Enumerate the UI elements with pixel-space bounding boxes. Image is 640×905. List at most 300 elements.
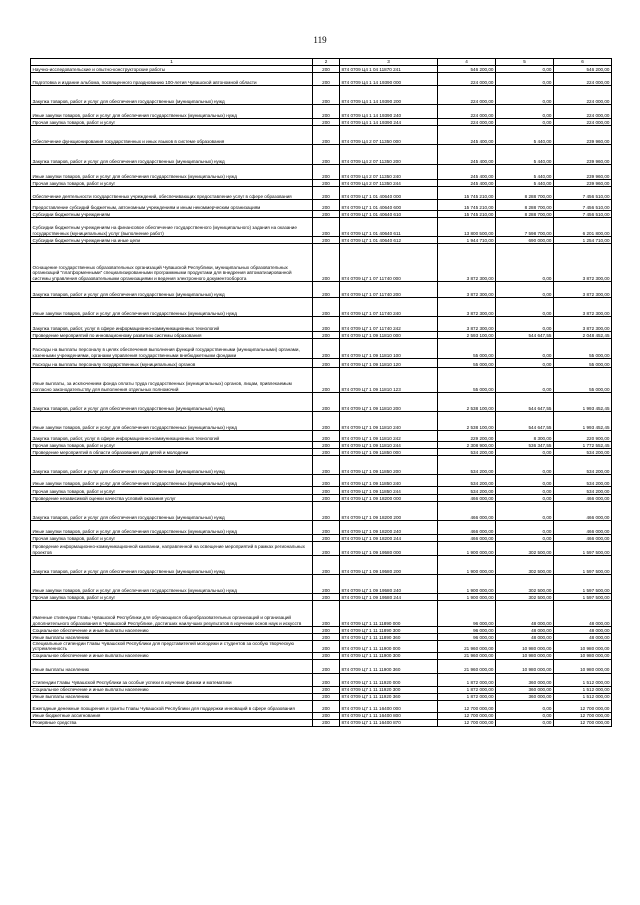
row-value-5: 0,00	[496, 73, 554, 86]
row-code: 874 0709 Ц4 2 07 11350 244	[340, 180, 438, 187]
row-value-5: 0,00	[496, 317, 554, 332]
row-name: Социальное обеспечение и иные выплаты населению	[31, 652, 313, 659]
row-name: Закупка товаров, работ и услуг для обеспечения государственных (муниципальных) нужд	[31, 393, 313, 412]
row-value-6: 239 960,00	[554, 180, 612, 187]
row-value-5: 0,00	[496, 282, 554, 298]
row-value-5: 48 000,00	[496, 601, 554, 627]
row-value-6: 2 048 452,45	[554, 332, 612, 339]
row-code: 874 0709 Ц7 1 09 18200 240	[340, 521, 438, 535]
row-value-4: 3 872 300,00	[438, 244, 496, 282]
table-row	[31, 652, 612, 659]
row-value-5: 360 000,00	[496, 673, 554, 686]
row-name: Научно-исследовательские и опытно-конструкторские работы	[31, 66, 313, 73]
row-value-6: 534 200,00	[554, 487, 612, 495]
row-col2: 200	[313, 145, 340, 165]
row-name: Закупка товаров, работ и услуг для обеспечения государственных (муниципальных) нужд	[31, 86, 313, 105]
row-value-4: 245 400,00	[438, 126, 496, 145]
row-value-5: 5 440,00	[496, 180, 554, 187]
row-code: 874 0709 Ц7 1 11 11920 300	[340, 686, 438, 693]
row-value-5: 48 000,00	[496, 627, 554, 634]
table-row	[31, 712, 612, 719]
row-value-5: 0,00	[496, 456, 554, 475]
row-code: 874 0709 Ц7 1 09 19580 240	[340, 575, 438, 594]
row-value-4: 1 872 000,00	[438, 693, 496, 700]
row-value-4: 1 872 000,00	[438, 686, 496, 693]
row-value-6: 466 000,00	[554, 535, 612, 542]
row-value-5: 7 598 700,00	[496, 218, 554, 237]
row-code: 874 0709 Ц7 1 09 11850 000	[340, 449, 438, 456]
table-row	[31, 449, 612, 456]
row-name: Прочая закупка товаров, работ и услуг	[31, 594, 313, 601]
row-col2: 200	[313, 218, 340, 237]
table-row	[31, 359, 612, 368]
table-row	[31, 165, 612, 180]
row-col2: 200	[313, 237, 340, 244]
row-value-4: 466 000,00	[438, 502, 496, 521]
row-value-6: 3 872 300,00	[554, 298, 612, 317]
row-value-5: 0,00	[496, 495, 554, 502]
row-name: Прочая закупка товаров, работ и услуг	[31, 442, 313, 449]
row-value-5: 10 980 000,00	[496, 652, 554, 659]
row-value-5: 302 500,00	[496, 556, 554, 575]
row-value-6: 534 200,00	[554, 449, 612, 456]
row-col2: 200	[313, 244, 340, 282]
row-name: Обеспечение функционирования государственных и иных языков в системе образования	[31, 126, 313, 145]
row-col2: 200	[313, 442, 340, 449]
row-code: 874 0709 Ц7 1 09 18200 000	[340, 495, 438, 502]
row-value-6: 48 000,00	[554, 627, 612, 634]
table-row	[31, 456, 612, 475]
table-row	[31, 487, 612, 495]
row-name: Иные выплаты, за исключением фонда оплаты труда государственных (муниципальных) органов, лицам, привлекаемым согласно законодательству для выполнения отдельных полномочий	[31, 368, 313, 393]
row-value-4: 466 000,00	[438, 495, 496, 502]
table-row	[31, 634, 612, 641]
row-name: Прочая закупка товаров, работ и услуг	[31, 535, 313, 542]
row-code: 874 0709 Ц7 1 11 16400 870	[340, 719, 438, 726]
row-col2: 200	[313, 200, 340, 211]
row-value-5: 360 000,00	[496, 693, 554, 700]
row-value-4: 1 900 000,00	[438, 575, 496, 594]
row-code: 874 0709 Ц7 1 11 11890 000	[340, 601, 438, 627]
row-value-6: 534 200,00	[554, 456, 612, 475]
row-name: Иные закупки товаров, работ и услуг для обеспечения государственных (муниципальных) нужд	[31, 298, 313, 317]
row-value-5: 0,00	[496, 105, 554, 119]
row-value-5: 0,00	[496, 719, 554, 726]
row-value-6: 1 597 500,00	[554, 542, 612, 556]
row-name: Субсидии бюджетным учреждениям на иные цели	[31, 237, 313, 244]
table-row	[31, 368, 612, 393]
row-col2: 200	[313, 73, 340, 86]
row-name: Закупка товаров, работ и услуг для обеспечения государственных (муниципальных) нужд	[31, 282, 313, 298]
row-value-6: 224 000,00	[554, 105, 612, 119]
row-value-5: 0,00	[496, 359, 554, 368]
table-row	[31, 627, 612, 634]
table-row	[31, 475, 612, 487]
row-value-5: 0,00	[496, 244, 554, 282]
row-value-4: 534 200,00	[438, 456, 496, 475]
row-col2: 200	[313, 86, 340, 105]
row-col2: 200	[313, 594, 340, 601]
table-row	[31, 119, 612, 126]
row-code: 874 0709 Ц7 1 09 11810 120	[340, 359, 438, 368]
row-value-6: 1 512 000,00	[554, 686, 612, 693]
row-name: Подготовка и издание альбома, посвященного празднованию 100-летия Чувашской автономной области	[31, 73, 313, 86]
row-name: Закупка товаров, работ и услуг для обеспечения государственных (муниципальных) нужд	[31, 456, 313, 475]
row-value-4: 13 800 500,00	[438, 218, 496, 237]
row-code: 874 0709 Ц4 1 14 19390 000	[340, 73, 438, 86]
row-name: Иные бюджетные ассигнования	[31, 712, 313, 719]
header-col-6: 6	[554, 59, 612, 66]
row-value-4: 15 745 210,00	[438, 200, 496, 211]
table-row	[31, 126, 612, 145]
row-value-6: 1 993 452,45	[554, 393, 612, 412]
row-value-5: 5 440,00	[496, 145, 554, 165]
table-row	[31, 244, 612, 282]
row-value-4: 12 700 000,00	[438, 719, 496, 726]
row-name: Ежегодные денежные поощрения и гранты Главы Чувашской Республики для поддержки инноваций в сфере образования	[31, 700, 313, 712]
row-value-6: 239 960,00	[554, 165, 612, 180]
row-value-4: 229 200,00	[438, 431, 496, 442]
row-value-4: 534 200,00	[438, 449, 496, 456]
row-name: Проведение независимой оценки качества условий оказания услуг	[31, 495, 313, 502]
table-row	[31, 66, 612, 73]
row-value-4: 466 000,00	[438, 535, 496, 542]
page-number: 119	[313, 35, 327, 45]
row-value-5: 0,00	[496, 119, 554, 126]
row-value-6: 3 872 300,00	[554, 282, 612, 298]
table-row	[31, 393, 612, 412]
row-name: Закупка товаров, работ и услуг для обеспечения государственных (муниципальных) нужд	[31, 556, 313, 575]
row-value-5: 536 347,55	[496, 442, 554, 449]
row-value-5: 0,00	[496, 700, 554, 712]
row-name: Закупка товаров, работ и услуг для обеспечения государственных (муниципальных) нужд	[31, 502, 313, 521]
row-code: 874 0709 Ц7 1 09 11850 200	[340, 456, 438, 475]
table-row	[31, 332, 612, 339]
row-code: 874 0709 Ц7 1 09 11810 000	[340, 332, 438, 339]
row-code: 874 0709 Ц7 1 11 16400 800	[340, 712, 438, 719]
table-row	[31, 339, 612, 359]
header-col-1: 1	[31, 59, 313, 66]
row-code: 874 0709 Ц7 1 01 40640 610	[340, 211, 438, 218]
row-col2: 200	[313, 542, 340, 556]
table-row	[31, 641, 612, 653]
row-col2: 200	[313, 412, 340, 431]
row-code: 874 0709 Ц4 1 04 11870 241	[340, 66, 438, 73]
row-col2: 200	[313, 575, 340, 594]
table-row	[31, 673, 612, 686]
row-value-5: 0,00	[496, 521, 554, 535]
row-value-6: 3 872 300,00	[554, 244, 612, 282]
row-code: 874 0709 Ц7 1 01 40640 612	[340, 237, 438, 244]
row-value-6: 224 000,00	[554, 86, 612, 105]
row-value-4: 15 745 210,00	[438, 187, 496, 200]
header-col-4: 4	[438, 59, 496, 66]
row-value-5: 10 980 000,00	[496, 641, 554, 653]
table-row	[31, 575, 612, 594]
row-value-5: 0,00	[496, 449, 554, 456]
table-row	[31, 659, 612, 673]
table-row	[31, 412, 612, 431]
table-row	[31, 298, 612, 317]
table-header	[31, 59, 612, 66]
row-name: Обеспечение деятельности государственных учреждений, обеспечивающих предоставление услуг в сфере образования	[31, 187, 313, 200]
row-name: Проведение мероприятий в области образования для детей и молодежи	[31, 449, 313, 456]
row-col2: 200	[313, 368, 340, 393]
row-value-6: 1 597 500,00	[554, 594, 612, 601]
table-row	[31, 218, 612, 237]
table-row	[31, 180, 612, 187]
row-name: Иные закупки товаров, работ и услуг для обеспечения государственных (муниципальных) нужд	[31, 165, 313, 180]
table-row	[31, 535, 612, 542]
row-name: Специальные стипендии Главы Чувашской Республики для представителей молодежи и студентов за особую творческую устремленность	[31, 641, 313, 653]
row-value-6: 239 960,00	[554, 126, 612, 145]
table-row	[31, 686, 612, 693]
header-col-5: 5	[496, 59, 554, 66]
row-col2: 200	[313, 431, 340, 442]
row-col2: 200	[313, 693, 340, 700]
row-code: 874 0709 Ц7 1 07 11740 000	[340, 244, 438, 282]
row-value-5: 0,00	[496, 298, 554, 317]
row-code: 874 0709 Ц7 1 09 11810 244	[340, 442, 438, 449]
table-row	[31, 719, 612, 726]
row-col2: 200	[313, 495, 340, 502]
row-name: Прочая закупка товаров, работ и услуг	[31, 487, 313, 495]
row-code: 874 0709 Ц7 1 11 11920 000	[340, 673, 438, 686]
row-value-6: 220 900,00	[554, 431, 612, 442]
row-code: 874 0709 Ц7 1 09 11810 240	[340, 412, 438, 431]
row-col2: 200	[313, 601, 340, 627]
row-name: Закупка товаров, работ и услуг для обеспечения государственных (муниципальных) нужд	[31, 145, 313, 165]
row-value-5: 5 440,00	[496, 126, 554, 145]
row-col2: 200	[313, 66, 340, 73]
row-value-5: 48 000,00	[496, 634, 554, 641]
row-value-5: 0,00	[496, 66, 554, 73]
row-col2: 200	[313, 556, 340, 575]
row-name: Стипендии Главы Чувашской Республики за особые успехи в изучении физики и математики	[31, 673, 313, 686]
row-name: Субсидии бюджетным учреждениям	[31, 211, 313, 218]
table-row	[31, 200, 612, 211]
row-value-5: 0,00	[496, 475, 554, 487]
row-value-6: 239 960,00	[554, 145, 612, 165]
row-value-4: 21 960 000,00	[438, 652, 496, 659]
row-code: 874 0709 Ц7 1 09 11850 240	[340, 475, 438, 487]
row-value-6: 1 993 452,45	[554, 412, 612, 431]
row-name: Прочая закупка товаров, работ и услуг	[31, 180, 313, 187]
row-value-6: 7 456 510,00	[554, 211, 612, 218]
row-code: 874 0709 Ц7 1 11 11900 000	[340, 641, 438, 653]
row-value-6: 7 456 510,00	[554, 187, 612, 200]
row-code: 874 0709 Ц7 1 11 11890 300	[340, 627, 438, 634]
row-col2: 200	[313, 627, 340, 634]
row-value-4: 96 000,00	[438, 627, 496, 634]
row-value-4: 55 000,00	[438, 359, 496, 368]
row-value-6: 1 512 000,00	[554, 673, 612, 686]
row-code: 874 0709 Ц7 1 09 11850 244	[340, 487, 438, 495]
row-col2: 200	[313, 487, 340, 495]
row-value-5: 302 500,00	[496, 575, 554, 594]
row-col2: 200	[313, 475, 340, 487]
row-value-5: 8 288 700,00	[496, 187, 554, 200]
row-value-5: 0,00	[496, 487, 554, 495]
row-col2: 200	[313, 449, 340, 456]
row-name: Иные закупки товаров, работ и услуг для обеспечения государственных (муниципальных) нужд	[31, 575, 313, 594]
row-value-4: 96 000,00	[438, 601, 496, 627]
row-col2: 200	[313, 456, 340, 475]
row-value-5: 0,00	[496, 712, 554, 719]
table-row	[31, 282, 612, 298]
row-value-6: 546 200,00	[554, 66, 612, 73]
row-name: Оснащение государственных образовательных организаций Чувашской Республики, муниципальных образовательных организаций "платформенными" специализированными программными продуктами для внедрения автоматизированной системы управления образовательными организациями и ведения электронного документооборота	[31, 244, 313, 282]
row-code: 874 0709 Ц4 1 14 19390 240	[340, 105, 438, 119]
row-code: 874 0709 Ц7 1 09 19580 200	[340, 556, 438, 575]
row-col2: 200	[313, 634, 340, 641]
row-name: Субсидии бюджетным учреждениям на финансовое обеспечение государственного (муниципального) задания на оказание государственных (муниципальных) услуг (выполнение работ)	[31, 218, 313, 237]
row-value-6: 1 597 500,00	[554, 556, 612, 575]
table-row	[31, 431, 612, 442]
row-value-5: 10 980 000,00	[496, 659, 554, 673]
table-row	[31, 317, 612, 332]
row-value-4: 1 900 000,00	[438, 542, 496, 556]
row-value-6: 224 000,00	[554, 73, 612, 86]
row-code: 874 0709 Ц4 2 07 11350 240	[340, 165, 438, 180]
row-value-4: 2 308 900,00	[438, 442, 496, 449]
row-code: 874 0709 Ц7 1 09 11810 123	[340, 368, 438, 393]
row-code: 874 0709 Ц4 2 07 11350 200	[340, 145, 438, 165]
row-name: Иные выплаты населению	[31, 659, 313, 673]
row-value-4: 224 000,00	[438, 73, 496, 86]
row-value-4: 3 872 300,00	[438, 317, 496, 332]
row-value-5: 0,00	[496, 339, 554, 359]
row-value-6: 534 200,00	[554, 475, 612, 487]
row-value-6: 1 772 552,45	[554, 442, 612, 449]
row-value-6: 55 000,00	[554, 368, 612, 393]
table-row	[31, 594, 612, 601]
table-row	[31, 601, 612, 627]
row-value-5: 8 300,00	[496, 431, 554, 442]
table-row	[31, 495, 612, 502]
row-value-5: 0,00	[496, 535, 554, 542]
row-col2: 200	[313, 165, 340, 180]
row-name: Социальное обеспечение и иные выплаты населению	[31, 686, 313, 693]
row-code: 874 0709 Ц7 1 09 11810 242	[340, 431, 438, 442]
row-value-4: 224 000,00	[438, 105, 496, 119]
row-value-5: 360 000,00	[496, 686, 554, 693]
row-value-4: 1 872 000,00	[438, 673, 496, 686]
row-code: 874 0709 Ц7 1 09 19580 244	[340, 594, 438, 601]
row-code: 874 0709 Ц7 1 11 11900 360	[340, 659, 438, 673]
row-value-4: 534 200,00	[438, 475, 496, 487]
row-value-4: 245 400,00	[438, 180, 496, 187]
row-value-4: 1 944 710,00	[438, 237, 496, 244]
row-name: Иные закупки товаров, работ и услуг для обеспечения государственных (муниципальных) нужд	[31, 521, 313, 535]
row-value-5: 302 500,00	[496, 542, 554, 556]
row-col2: 200	[313, 180, 340, 187]
table-row	[31, 73, 612, 86]
row-value-6: 48 000,00	[554, 634, 612, 641]
row-value-5: 0,00	[496, 502, 554, 521]
row-code: 874 0709 Ц7 1 07 11740 200	[340, 282, 438, 298]
row-name: Закупка товаров, работ, услуг в сфере информационно-коммуникационных технологий	[31, 317, 313, 332]
row-value-4: 12 700 000,00	[438, 712, 496, 719]
row-col2: 200	[313, 719, 340, 726]
row-code: 874 0709 Ц4 2 07 11350 000	[340, 126, 438, 145]
row-value-6: 3 872 300,00	[554, 317, 612, 332]
row-value-6: 224 000,00	[554, 119, 612, 126]
row-value-5: 8 288 700,00	[496, 211, 554, 218]
row-code: 874 0709 Ц7 1 01 40640 611	[340, 218, 438, 237]
table-row	[31, 442, 612, 449]
table-row	[31, 187, 612, 200]
row-value-5: 544 647,55	[496, 412, 554, 431]
row-name: Иные закупки товаров, работ и услуг для обеспечения государственных (муниципальных) нужд	[31, 105, 313, 119]
row-value-6: 10 980 000,00	[554, 659, 612, 673]
row-name: Резервные средства	[31, 719, 313, 726]
row-name: Закупка товаров, работ, услуг в сфере информационно-коммуникационных технологий	[31, 431, 313, 442]
row-code: 874 0709 Ц7 1 11 11920 360	[340, 693, 438, 700]
row-value-5: 0,00	[496, 86, 554, 105]
row-col2: 200	[313, 673, 340, 686]
row-value-4: 12 700 000,00	[438, 700, 496, 712]
row-name: Социальное обеспечение и иные выплаты населению	[31, 627, 313, 634]
row-code: 874 0709 Ц7 1 11 16400 000	[340, 700, 438, 712]
row-value-4: 96 000,00	[438, 634, 496, 641]
row-col2: 200	[313, 502, 340, 521]
table-row	[31, 556, 612, 575]
row-value-4: 2 538 100,00	[438, 393, 496, 412]
row-value-4: 21 960 000,00	[438, 641, 496, 653]
row-name: Проведение информационно-коммуникационной кампании, направленной на освещение мероприятий в рамках региональных проектов	[31, 542, 313, 556]
row-code: 874 0709 Ц7 1 11 11890 360	[340, 634, 438, 641]
row-value-5: 302 500,00	[496, 594, 554, 601]
row-col2: 200	[313, 359, 340, 368]
row-code: 874 0709 Ц7 1 11 11900 300	[340, 652, 438, 659]
table-row	[31, 145, 612, 165]
row-col2: 200	[313, 521, 340, 535]
row-code: 874 0709 Ц4 1 14 19390 200	[340, 86, 438, 105]
table-row	[31, 237, 612, 244]
row-value-4: 55 000,00	[438, 368, 496, 393]
row-value-6: 1 512 000,00	[554, 693, 612, 700]
row-code: 874 0709 Ц7 1 09 19580 000	[340, 542, 438, 556]
table-row	[31, 700, 612, 712]
row-value-4: 3 872 300,00	[438, 282, 496, 298]
row-name: Иные закупки товаров, работ и услуг для обеспечения государственных (муниципальных) нужд	[31, 412, 313, 431]
row-value-6: 55 000,00	[554, 339, 612, 359]
row-col2: 200	[313, 652, 340, 659]
row-value-4: 245 400,00	[438, 145, 496, 165]
row-code: 874 0709 Ц7 1 01 40640 600	[340, 200, 438, 211]
row-name: Расходы на выплаты персоналу в целях обеспечения выполнения функций государственными (муниципальными) органами, казенными учреждениями, органами управления государственными внебюджетными фондами	[31, 339, 313, 359]
row-value-5: 544 647,55	[496, 332, 554, 339]
row-value-4: 3 872 300,00	[438, 298, 496, 317]
row-value-4: 224 000,00	[438, 86, 496, 105]
row-name: Именные стипендии Главы Чувашской Республики для обучающихся общеобразовательных организаций и организаций дополнительного образования в Чувашской Республике, достигших наилучших результатов в изучении основ наук и искусств	[31, 601, 313, 627]
header-row	[31, 59, 612, 66]
row-name: Прочая закупка товаров, работ и услуг	[31, 119, 313, 126]
row-value-6: 6 201 800,00	[554, 218, 612, 237]
row-col2: 200	[313, 712, 340, 719]
row-col2: 200	[313, 211, 340, 218]
row-value-6: 12 700 000,00	[554, 700, 612, 712]
row-col2: 200	[313, 339, 340, 359]
table-row	[31, 86, 612, 105]
row-value-4: 546 200,00	[438, 66, 496, 73]
table-row	[31, 105, 612, 119]
row-col2: 200	[313, 282, 340, 298]
table-row	[31, 502, 612, 521]
row-value-6: 10 980 000,00	[554, 652, 612, 659]
row-value-6: 466 000,00	[554, 495, 612, 502]
